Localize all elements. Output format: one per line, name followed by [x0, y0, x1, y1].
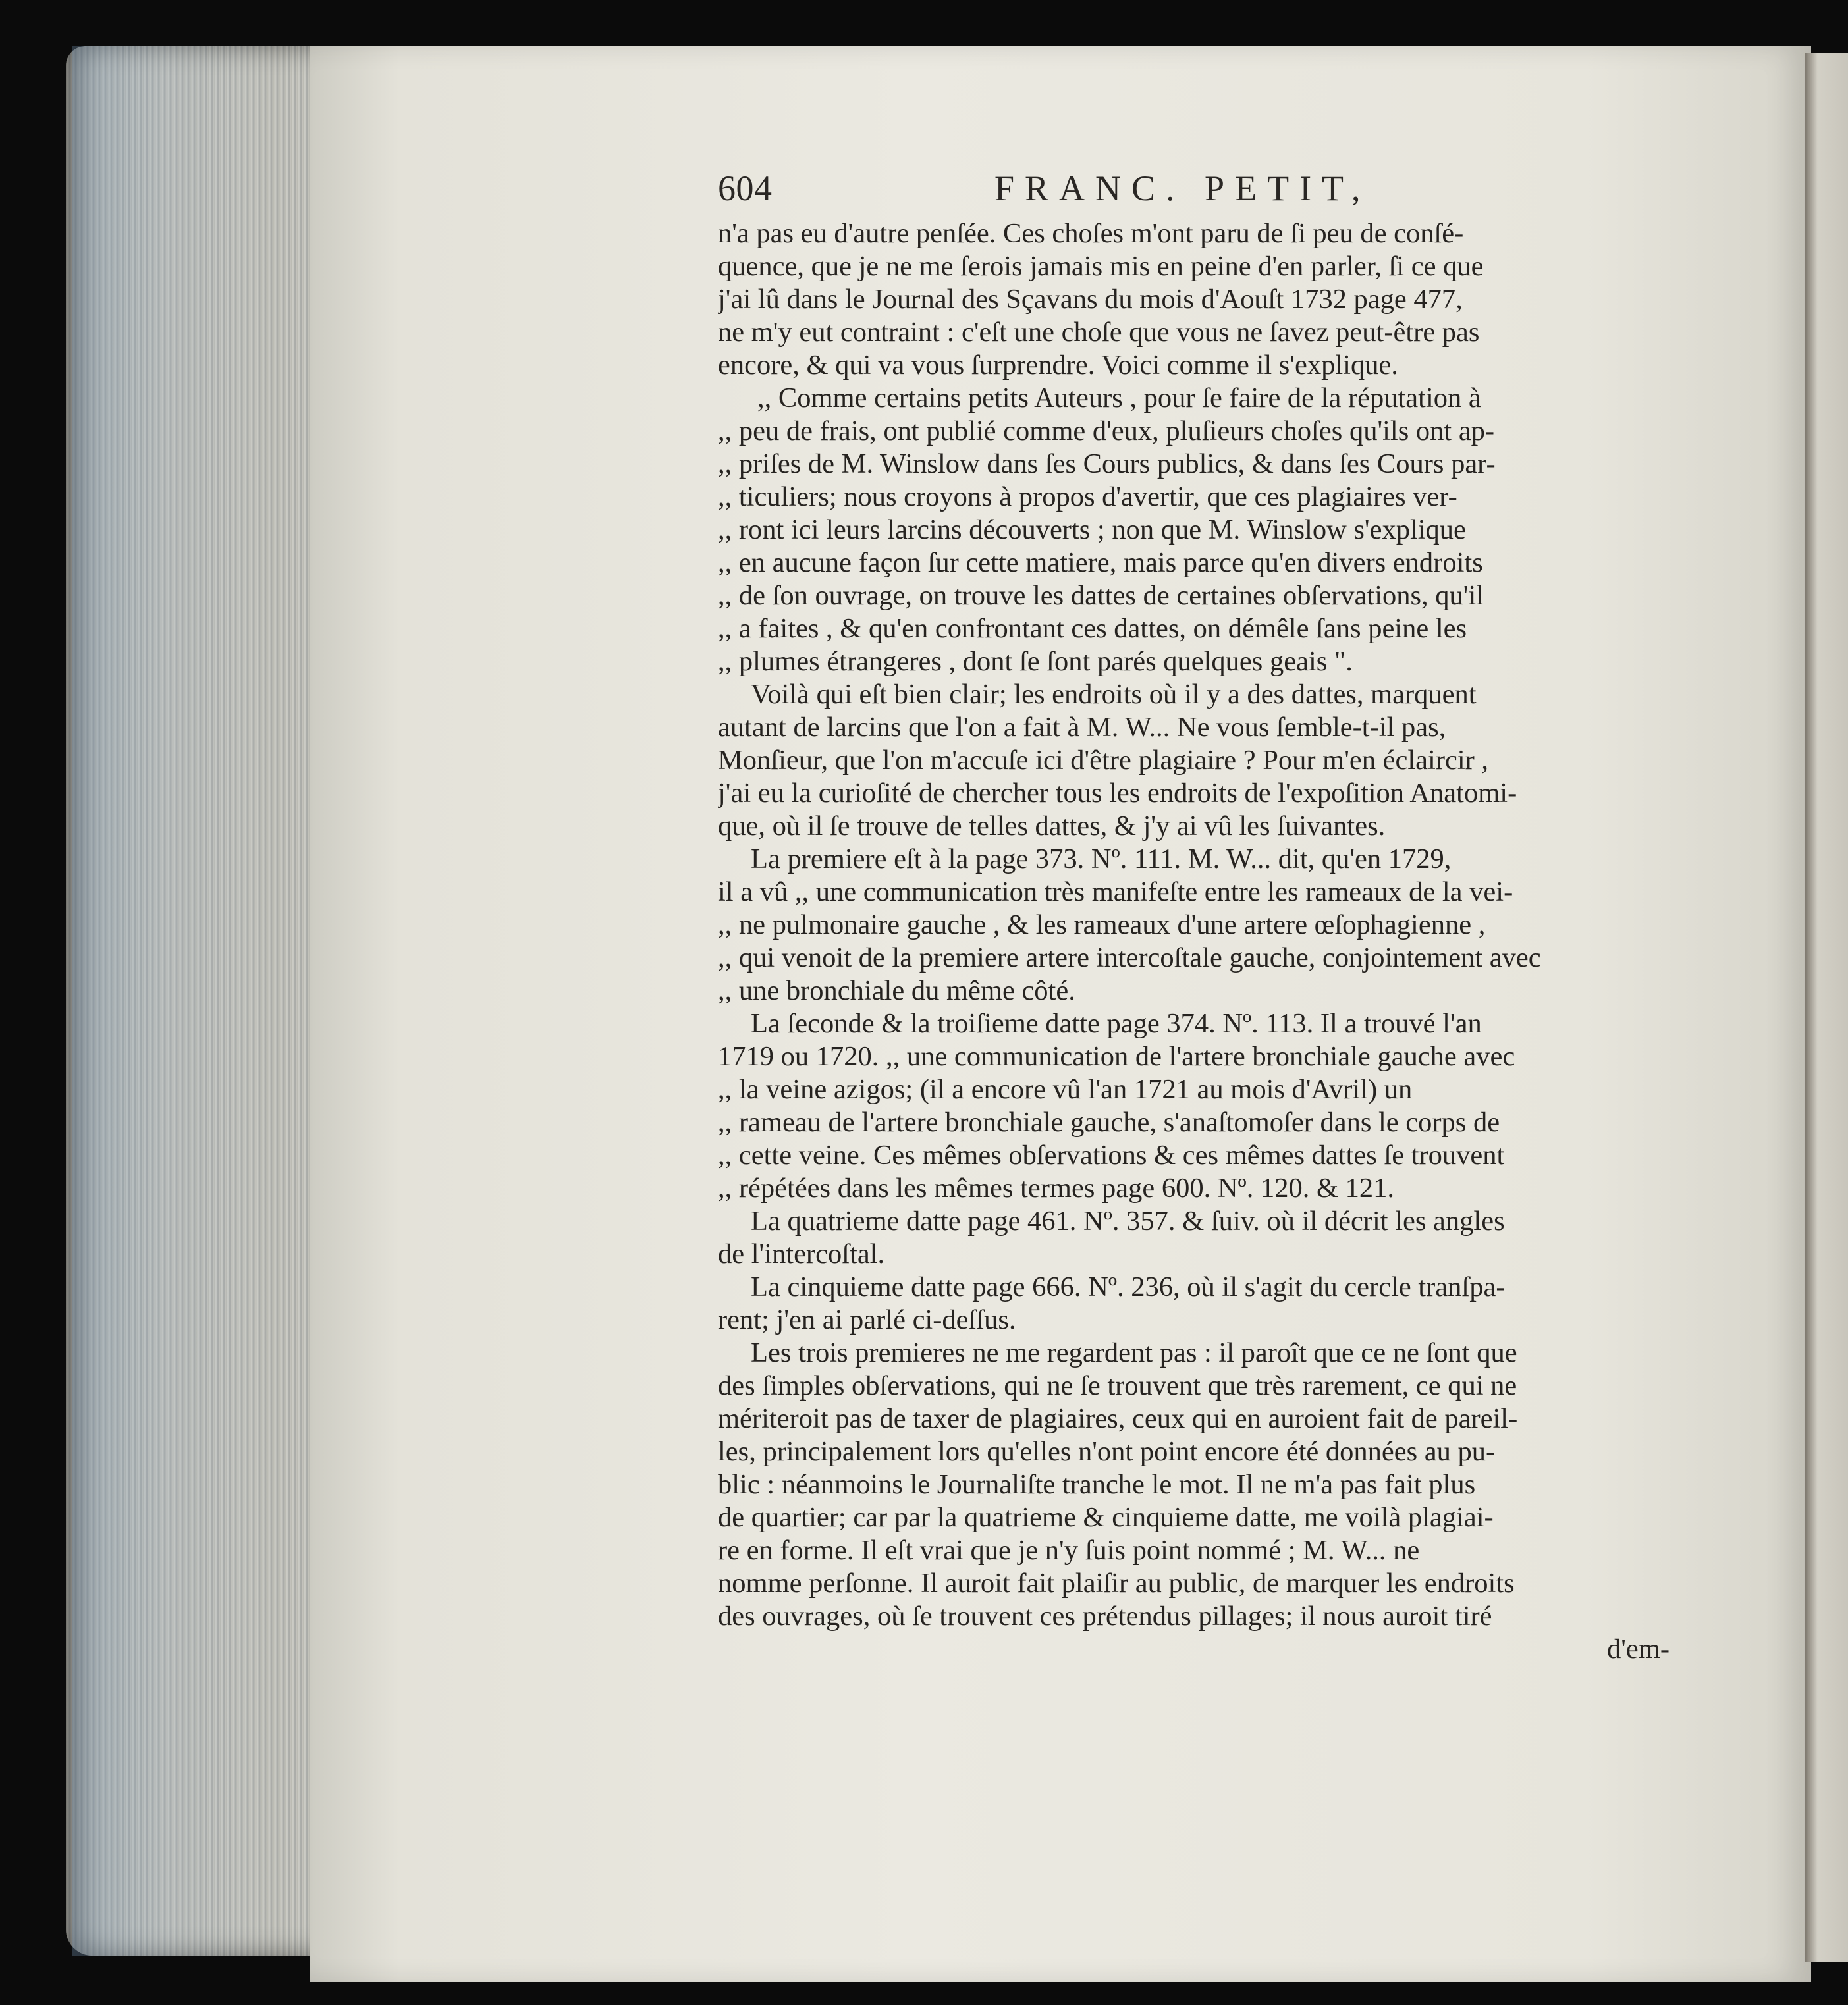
- text-line: ,, rameau de l'artere bronchiale gauche, s'anaſtomoſer dans le corps de: [718, 1107, 1500, 1138]
- text-line: re en forme. Il eſt vrai que je n'y ſuis point nommé ; M. W... ne: [718, 1535, 1420, 1566]
- text-line: ,, une bronchiale du même côté.: [718, 975, 1075, 1006]
- body-text: [718, 217, 1673, 1666]
- text-line: autant de larcins que l'on a fait à M. W... Ne vous ſemble-t-il pas,: [718, 712, 1446, 743]
- text-line: nomme perſonne. Il auroit fait plaiſir au public, de marquer les endroits: [718, 1568, 1515, 1599]
- running-title: FRANC. PETIT,: [994, 169, 1371, 208]
- running-head: [718, 168, 1706, 214]
- text-line: encore, & qui va vous ſurprendre. Voici comme il s'explique.: [718, 350, 1398, 381]
- text-line: La quatrieme datte page 461. Nº. 357. & ſuiv. où il décrit les angles: [751, 1206, 1505, 1237]
- text-line: ,, Comme certains petits Auteurs , pour ſe faire de la réputation à: [757, 383, 1481, 414]
- text-line: La premiere eſt à la page 373. Nº. 111. M. W... dit, qu'en 1729,: [751, 843, 1452, 874]
- text-line: quence, que je ne me ſerois jamais mis en peine d'en parler, ſi ce que: [718, 251, 1484, 282]
- text-line: ,, peu de frais, ont publié comme d'eux, pluſieurs choſes qu'ils ont ap-: [718, 415, 1495, 446]
- text-line: j'ai eu la curioſité de chercher tous les endroits de l'expoſition Anatomi-: [718, 778, 1517, 809]
- text-line: il a vû ,, une communication très manifeſte entre les rameaux de la vei-: [718, 876, 1513, 907]
- text-line: ,, cette veine. Ces mêmes obſervations & ces mêmes dattes ſe trouvent: [718, 1140, 1505, 1171]
- text-line: ,, qui venoit de la premiere artere intercoſtale gauche, conjointement avec: [718, 942, 1541, 973]
- text-line: blic : néanmoins le Journaliſte tranche le mot. Il ne m'a pas fait plus: [718, 1469, 1476, 1500]
- text-line: ,, plumes étrangeres , dont ſe ſont parés quelques geais ".: [718, 646, 1353, 677]
- text-line: n'a pas eu d'autre penſée. Ces choſes m'ont paru de ſi peu de conſé-: [718, 218, 1464, 249]
- text-line: ,, ne pulmonaire gauche , & les rameaux d'une artere œſophagienne ,: [718, 909, 1486, 940]
- text-line: des ſimples obſervations, qui ne ſe trouvent que très rarement, ce qui ne: [718, 1370, 1517, 1401]
- text-line: j'ai lû dans le Journal des Sçavans du mois d'Aouſt 1732 page 477,: [718, 284, 1463, 315]
- page-number: 604: [718, 169, 773, 208]
- text-line: Monſieur, que l'on m'accuſe ici d'être plagiaire ? Pour m'en éclaircir ,: [718, 745, 1489, 776]
- text-line: des ouvrages, où ſe trouvent ces prétendus pillages; il nous auroit tiré: [718, 1601, 1492, 1632]
- text-line: ,, priſes de M. Winslow dans ſes Cours publics, & dans ſes Cours par-: [718, 448, 1496, 479]
- text-line: les, principalement lors qu'elles n'ont point encore été données au pu-: [718, 1436, 1496, 1467]
- text-line: rent; j'en ai parlé ci-deſſus.: [718, 1304, 1016, 1335]
- text-line: ,, a faites , & qu'en confrontant ces dattes, on démêle ſans peine les: [718, 613, 1467, 644]
- text-line: mériteroit pas de taxer de plagiaires, ceux qui en auroient fait de pareil-: [718, 1403, 1518, 1434]
- facing-page-edge: [1805, 53, 1848, 1962]
- catchword: d'em-: [1607, 1634, 1670, 1665]
- text-line: Les trois premieres ne me regardent pas : il paroît que ce ne ſont que: [751, 1337, 1517, 1368]
- text-line: de l'intercoſtal.: [718, 1239, 885, 1270]
- text-line: ,, répétées dans les mêmes termes page 600. Nº. 120. & 121.: [718, 1173, 1395, 1204]
- text-line: de quartier; car par la quatrieme & cinquieme datte, me voilà plagiai-: [718, 1502, 1494, 1533]
- text-line: Voilà qui eſt bien clair; les endroits où il y a des dattes, marquent: [751, 679, 1477, 710]
- text-line: ,, ticuliers; nous croyons à propos d'avertir, que ces plagiaires ver-: [718, 481, 1457, 512]
- text-line: ,, en aucune façon ſur cette matiere, mais parce qu'en divers endroits: [718, 547, 1483, 578]
- text-line: ne m'y eut contraint : c'eſt une choſe que vous ne ſavez peut-être pas: [718, 317, 1480, 348]
- text-line: que, où il ſe trouve de telles dattes, & j'y ai vû les ſuivantes.: [718, 811, 1386, 842]
- text-line: ,, ront ici leurs larcins découverts ; non que M. Winslow s'explique: [718, 514, 1466, 545]
- text-line: La cinquieme datte page 666. Nº. 236, où il s'agit du cercle tranſpa-: [751, 1271, 1506, 1302]
- page-edges: [66, 46, 323, 1956]
- text-line: ,, de ſon ouvrage, on trouve les dattes de certaines obſervations, qu'il: [718, 580, 1484, 611]
- text-line: 1719 ou 1720. ,, une communication de l'artere bronchiale gauche avec: [718, 1041, 1515, 1072]
- text-line: La ſeconde & la troiſieme datte page 374. Nº. 113. Il a trouvé l'an: [751, 1008, 1482, 1039]
- text-line: ,, la veine azigos; (il a encore vû l'an 1721 au mois d'Avril) un: [718, 1074, 1413, 1105]
